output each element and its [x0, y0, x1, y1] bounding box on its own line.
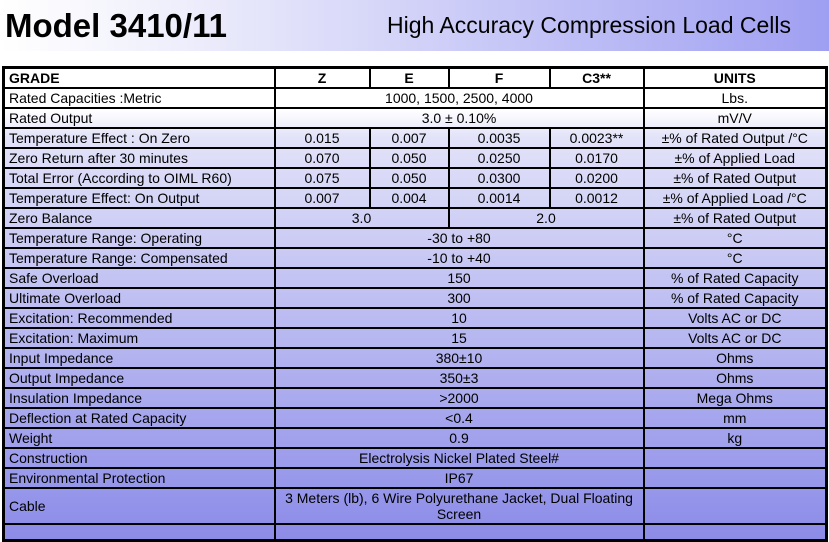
- column-header-f: F: [449, 68, 550, 89]
- row-value: 0.0023**: [550, 128, 644, 148]
- row-value: 0.070: [275, 148, 370, 168]
- row-label: Output Impedance: [4, 368, 275, 388]
- row-label: Excitation: Maximum: [4, 328, 275, 348]
- model-title: Model 3410/11: [5, 6, 227, 44]
- row-units: [644, 524, 827, 541]
- row-value: 3 Meters (lb), 6 Wire Polyurethane Jacket, Dual Floating Screen: [275, 488, 644, 524]
- table-row: [4, 428, 827, 448]
- row-value: -10 to +40: [275, 248, 644, 268]
- row-value: 0.007: [275, 188, 370, 208]
- row-label: Total Error (According to OIML R60): [4, 168, 275, 188]
- row-units: [644, 488, 827, 524]
- row-units: Volts AC or DC: [644, 328, 827, 348]
- row-value: 0.0012: [550, 188, 644, 208]
- row-label: Ultimate Overload: [4, 288, 275, 308]
- row-value: <0.4: [275, 408, 644, 428]
- row-label: Rated Capacities :Metric: [4, 88, 275, 108]
- column-header-units: UNITS: [644, 68, 827, 89]
- row-value: 0.0300: [449, 168, 550, 188]
- row-label: Rated Output: [4, 108, 275, 128]
- table-row: [4, 228, 827, 248]
- row-value: 0.050: [370, 168, 449, 188]
- column-header-c3: C3**: [550, 68, 644, 89]
- table-row: [4, 288, 827, 308]
- row-units: % of Rated Capacity: [644, 268, 827, 288]
- row-value: 0.0014: [449, 188, 550, 208]
- spec-table: [2, 66, 828, 542]
- row-label: Input Impedance: [4, 348, 275, 368]
- row-units: ±% of Rated Output /°C: [644, 128, 827, 148]
- row-value: 0.075: [275, 168, 370, 188]
- row-units: Volts AC or DC: [644, 308, 827, 328]
- table-row: [4, 208, 827, 228]
- row-value: 0.0035: [449, 128, 550, 148]
- table-row: [4, 248, 827, 268]
- row-value: 2.0: [449, 208, 644, 228]
- table-row: [4, 168, 827, 188]
- table-row: [4, 128, 827, 148]
- row-value: Electrolysis Nickel Plated Steel#: [275, 448, 644, 468]
- row-label: Zero Balance: [4, 208, 275, 228]
- table-row: [4, 308, 827, 328]
- row-label: Temperature Effect : On Zero: [4, 128, 275, 148]
- row-value: [275, 524, 644, 541]
- row-value: 0.9: [275, 428, 644, 448]
- row-value: 3.0: [275, 208, 449, 228]
- table-row: [4, 268, 827, 288]
- row-label: Weight: [4, 428, 275, 448]
- row-units: Ohms: [644, 368, 827, 388]
- row-value: >2000: [275, 388, 644, 408]
- row-value: 350±3: [275, 368, 644, 388]
- row-label: Temperature Range: Compensated: [4, 248, 275, 268]
- row-value: 0.0170: [550, 148, 644, 168]
- header-banner: [0, 0, 829, 51]
- row-units: Ohms: [644, 348, 827, 368]
- row-value: 0.050: [370, 148, 449, 168]
- row-label: Zero Return after 30 minutes: [4, 148, 275, 168]
- table-row: [4, 88, 827, 108]
- row-value: -30 to +80: [275, 228, 644, 248]
- row-value: 0.0200: [550, 168, 644, 188]
- row-units: Mega Ohms: [644, 388, 827, 408]
- table-row: [4, 488, 827, 524]
- row-units: ±% of Rated Output: [644, 208, 827, 228]
- table-header-row: [4, 68, 827, 89]
- row-value: IP67: [275, 468, 644, 488]
- row-units: ±% of Applied Load: [644, 148, 827, 168]
- row-value: 0.007: [370, 128, 449, 148]
- table-row: [4, 348, 827, 368]
- table-row: [4, 388, 827, 408]
- row-units: [644, 448, 827, 468]
- column-header-z: Z: [275, 68, 370, 89]
- row-units: ±% of Rated Output: [644, 168, 827, 188]
- product-subtitle: High Accuracy Compression Load Cells: [387, 12, 791, 38]
- table-row: [4, 148, 827, 168]
- table-row: [4, 188, 827, 208]
- column-header-e: E: [370, 68, 449, 89]
- row-value: 15: [275, 328, 644, 348]
- row-label: Excitation: Recommended: [4, 308, 275, 328]
- row-units: mV/V: [644, 108, 827, 128]
- row-units: [644, 468, 827, 488]
- row-value: 3.0 ± 0.10%: [275, 108, 644, 128]
- row-value: 10: [275, 308, 644, 328]
- row-value: 380±10: [275, 348, 644, 368]
- row-value: 150: [275, 268, 644, 288]
- row-value: 0.015: [275, 128, 370, 148]
- row-value: 300: [275, 288, 644, 308]
- table-row: [4, 108, 827, 128]
- row-label: Temperature Effect: On Output: [4, 188, 275, 208]
- row-units: ±% of Applied Load /°C: [644, 188, 827, 208]
- table-row: [4, 408, 827, 428]
- table-row: [4, 524, 827, 541]
- spec-table-body: [4, 88, 827, 541]
- row-label: Environmental Protection: [4, 468, 275, 488]
- row-value: 1000, 1500, 2500, 4000: [275, 88, 644, 108]
- row-label: Insulation Impedance: [4, 388, 275, 408]
- row-units: mm: [644, 408, 827, 428]
- row-label: Temperature Range: Operating: [4, 228, 275, 248]
- row-units: °C: [644, 228, 827, 248]
- row-value: 0.004: [370, 188, 449, 208]
- table-row: [4, 368, 827, 388]
- row-label: Safe Overload: [4, 268, 275, 288]
- row-units: kg: [644, 428, 827, 448]
- row-label: Construction: [4, 448, 275, 468]
- row-value: 0.0250: [449, 148, 550, 168]
- table-row: [4, 328, 827, 348]
- row-units: % of Rated Capacity: [644, 288, 827, 308]
- row-label: [4, 524, 275, 541]
- column-header-grade: GRADE: [4, 68, 275, 89]
- row-units: °C: [644, 248, 827, 268]
- row-label: Deflection at Rated Capacity: [4, 408, 275, 428]
- table-row: [4, 448, 827, 468]
- row-units: Lbs.: [644, 88, 827, 108]
- row-label: Cable: [4, 488, 275, 524]
- table-row: [4, 468, 827, 488]
